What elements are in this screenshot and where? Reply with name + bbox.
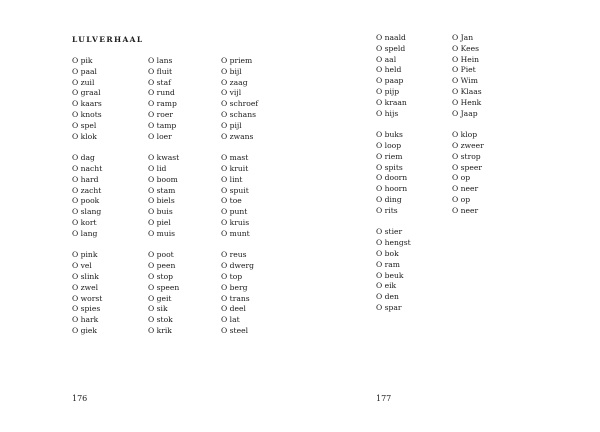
word-line: O ram	[376, 259, 400, 269]
word-line: O Hein	[452, 54, 480, 64]
word-line: O staf	[148, 77, 171, 87]
word-line: O kaars	[72, 99, 102, 109]
word-line: O krik	[148, 325, 172, 335]
word-line: O Jan	[452, 33, 474, 42]
word-line: O stok	[148, 315, 173, 325]
word-line: O hengst	[376, 238, 411, 248]
word-line: O zweer	[452, 140, 484, 150]
word-line: O hard	[72, 174, 99, 184]
word-line: O mast	[221, 153, 249, 163]
word-line: O hijs	[376, 108, 399, 118]
word-line: O hark	[72, 315, 99, 325]
word-line: O schans	[221, 109, 256, 119]
word-line: O lans	[148, 56, 173, 65]
word-line: O toe	[221, 196, 242, 206]
word-line: O klok	[72, 131, 97, 141]
word-line: O pink	[72, 250, 98, 260]
word-line: O trans	[221, 293, 250, 303]
word-line: O speld	[376, 43, 406, 53]
word-line: O pijl	[221, 120, 242, 130]
word-line: O buis	[148, 207, 173, 217]
stanza-gap	[72, 142, 147, 153]
word-line: O hoorn	[376, 184, 408, 194]
word-line: O lid	[148, 163, 167, 173]
word-line: O doorn	[376, 173, 408, 183]
word-line: O aal	[376, 54, 397, 64]
word-line: O pijp	[376, 86, 400, 96]
word-line: O tamp	[148, 120, 177, 130]
word-line: O slang	[72, 207, 102, 217]
word-line: O eik	[376, 281, 397, 291]
word-line: O kraan	[376, 97, 407, 107]
word-line: O lat	[221, 315, 240, 325]
word-line: O paap	[376, 76, 404, 86]
word-line: O den	[376, 292, 399, 302]
stanza-gap	[148, 240, 223, 251]
word-line: O op	[452, 194, 471, 204]
word-line: O sik	[148, 304, 168, 314]
word-line: O Jaap	[452, 108, 478, 118]
word-line: O loer	[148, 131, 172, 141]
word-line: O fluit	[148, 66, 173, 76]
word-line: O dwerg	[221, 261, 254, 271]
word-line: O kruis	[221, 217, 250, 227]
word-line: O Piet	[452, 65, 476, 75]
word-line: O boom	[148, 174, 178, 184]
word-line: O Kees	[452, 43, 479, 53]
word-line: O slink	[72, 271, 99, 281]
word-line: O spuit	[221, 185, 249, 195]
word-line: O Wim	[452, 76, 478, 86]
word-line: O neer	[452, 205, 479, 215]
left-column-2	[148, 56, 223, 337]
stanza-gap	[376, 119, 451, 130]
word-line: O poot	[148, 250, 174, 260]
stanza-gap	[148, 142, 223, 153]
word-line: O kort	[72, 217, 97, 227]
word-line: O geit	[148, 293, 172, 303]
word-line: O reus	[221, 250, 247, 260]
word-line: O zwans	[221, 131, 254, 141]
word-line: O spies	[72, 304, 101, 314]
stanza-gap	[376, 217, 451, 228]
left-column-3	[221, 56, 296, 337]
word-line: O strop	[452, 151, 481, 161]
stanza-gap	[221, 240, 296, 251]
word-line: O neer	[452, 184, 479, 194]
word-line: O top	[221, 271, 243, 281]
word-line: O rits	[376, 205, 398, 215]
word-line: O buks	[376, 130, 403, 140]
word-line: O vel	[72, 261, 92, 271]
word-line: O Henk	[452, 97, 482, 107]
right-column-1	[376, 33, 451, 314]
word-line: O ding	[376, 194, 402, 204]
word-line: O muis	[148, 228, 176, 238]
word-line: O zaag	[221, 77, 248, 87]
word-line: O dag	[72, 153, 95, 163]
word-line: O kruit	[221, 163, 249, 173]
word-line: O speer	[452, 162, 483, 172]
stanza-gap	[72, 240, 147, 251]
page-number-left: 176	[72, 394, 88, 403]
word-line: O stam	[148, 185, 176, 195]
word-line: O bok	[376, 248, 399, 258]
word-line: O zuil	[72, 77, 95, 87]
word-line: O graal	[72, 88, 101, 98]
word-line: O lint	[221, 174, 243, 184]
word-line: O op	[452, 173, 471, 183]
word-line: O deel	[221, 304, 246, 314]
word-line: O naald	[376, 33, 406, 42]
word-line: O knots	[72, 109, 102, 119]
word-line: O punt	[221, 207, 248, 217]
page-number-right: 177	[376, 394, 392, 403]
word-line: O ramp	[148, 99, 177, 109]
word-line: O spel	[72, 120, 97, 130]
word-line: O worst	[72, 293, 103, 303]
word-line: O stop	[148, 271, 174, 281]
word-line: O roer	[148, 109, 173, 119]
word-line: O bijl	[221, 66, 242, 76]
word-line: O speen	[148, 282, 180, 292]
word-line: O nacht	[72, 163, 103, 173]
right-column-2	[452, 33, 527, 217]
word-line: O loop	[376, 140, 402, 150]
word-line: O piel	[148, 217, 171, 227]
poem-title: LULVERHAAL	[72, 35, 144, 44]
word-line: O steel	[221, 325, 249, 335]
word-line: O vijl	[221, 88, 242, 98]
word-line: O schroef	[221, 99, 259, 109]
word-line: O spar	[376, 302, 402, 312]
word-line: O rund	[148, 88, 175, 98]
stanza-gap	[221, 142, 296, 153]
word-line: O pik	[72, 56, 93, 65]
word-line: O zwel	[72, 282, 99, 292]
word-line: O priem	[221, 56, 253, 65]
word-line: O biels	[148, 196, 175, 206]
word-line: O stier	[376, 227, 403, 237]
word-line: O zacht	[72, 185, 102, 195]
word-line: O beuk	[376, 270, 404, 280]
word-line: O munt	[221, 228, 250, 238]
word-line: O paal	[72, 66, 97, 76]
word-line: O lang	[72, 228, 98, 238]
word-line: O berg	[221, 282, 248, 292]
word-line: O held	[376, 65, 402, 75]
word-line: O Klaas	[452, 86, 482, 96]
word-line: O kwast	[148, 153, 180, 163]
word-line: O klop	[452, 130, 478, 140]
word-line: O giek	[72, 325, 98, 335]
word-line: O spits	[376, 162, 403, 172]
word-line: O pook	[72, 196, 100, 206]
word-line: O riem	[376, 151, 403, 161]
left-column-1	[72, 56, 147, 337]
word-line: O peen	[148, 261, 176, 271]
stanza-gap	[452, 119, 527, 130]
